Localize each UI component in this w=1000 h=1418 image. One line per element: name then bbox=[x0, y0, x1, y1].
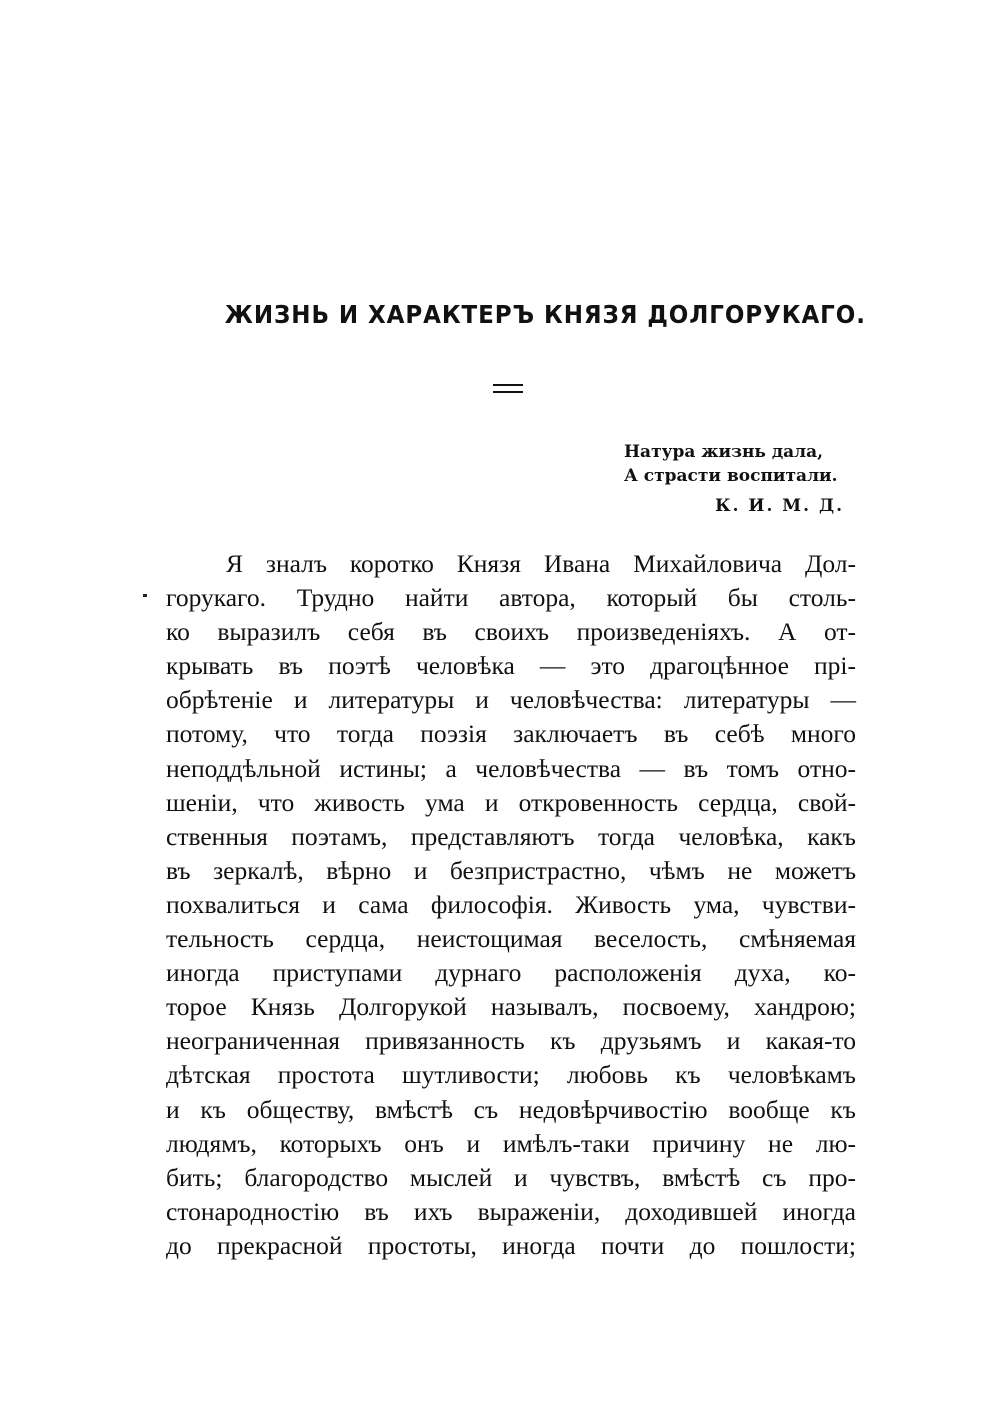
text-line: потому, что тогда поэзія заключаетъ въ себѣ много bbox=[166, 719, 856, 749]
text-line: неограниченная привязанность къ друзьямъ и какая-то bbox=[166, 1026, 856, 1056]
text-line: горукаго. Трудно найти автора, который бы столь- bbox=[166, 583, 856, 613]
text-line: до прекрасной простоты, иногда почти до пошлости; bbox=[166, 1230, 856, 1260]
text-line: торое Князь Долгорукой называлъ, посвоему, хандрою; bbox=[166, 992, 856, 1022]
text-line: Я зналъ коротко Князя Ивана Михайловича Дол- bbox=[226, 549, 856, 578]
body-paragraph bbox=[166, 547, 856, 1263]
divider-line-bottom bbox=[493, 391, 523, 393]
divider-line-top bbox=[493, 384, 523, 386]
margin-mark bbox=[143, 594, 147, 597]
text-line: ко выразилъ себя въ своихъ произведеніяхъ. А от- bbox=[166, 617, 856, 647]
text-line: стонародностію въ ихъ выраженіи, доходившей иногда bbox=[166, 1196, 856, 1226]
text-line: дѣтская простота шутливости; любовь къ человѣкамъ bbox=[166, 1060, 856, 1090]
text-line: похвалиться и сама философія. Живость ума, чувстви- bbox=[166, 889, 856, 919]
text-line: крывать въ поэтѣ человѣка — это драгоцѣнное прі- bbox=[166, 651, 856, 681]
text-line: шеніи, что живость ума и откровенность сердца, свой- bbox=[166, 787, 856, 817]
epigraph-line-2: А страсти воспитали. bbox=[624, 466, 838, 486]
text-line: тельность сердца, неистощимая веселость, смѣняемая bbox=[166, 924, 856, 954]
title-divider bbox=[493, 384, 523, 396]
epigraph-signature: К. И. М. Д. bbox=[715, 496, 844, 516]
chapter-title: ЖИЗНЬ И ХАРАКТЕРЪ КНЯЗЯ ДОЛГОРУКАГО. bbox=[224, 300, 866, 329]
text-line: бить; благородство мыслей и чувствъ, вмѣстѣ съ про- bbox=[166, 1162, 856, 1192]
text-line: обрѣтеніе и литературы и человѣчества: литературы — bbox=[166, 685, 856, 715]
text-line: въ зеркалѣ, вѣрно и безпристрастно, чѣмъ не можетъ bbox=[166, 855, 856, 885]
text-line: и къ обществу, вмѣстѣ съ недовѣрчивостію вообще къ bbox=[166, 1094, 856, 1124]
epigraph-line-1: Натура жизнь дала, bbox=[624, 442, 824, 462]
text-line: ственныя поэтамъ, представляютъ тогда человѣка, какъ bbox=[166, 821, 856, 851]
text-line: людямъ, которыхъ онъ и имѣлъ-таки причину не лю- bbox=[166, 1128, 856, 1158]
text-line: неподдѣльной истины; а человѣчества — въ томъ отно- bbox=[166, 753, 856, 783]
epigraph bbox=[570, 440, 850, 518]
text-line: иногда приступами дурнаго расположенія духа, ко- bbox=[166, 958, 856, 988]
